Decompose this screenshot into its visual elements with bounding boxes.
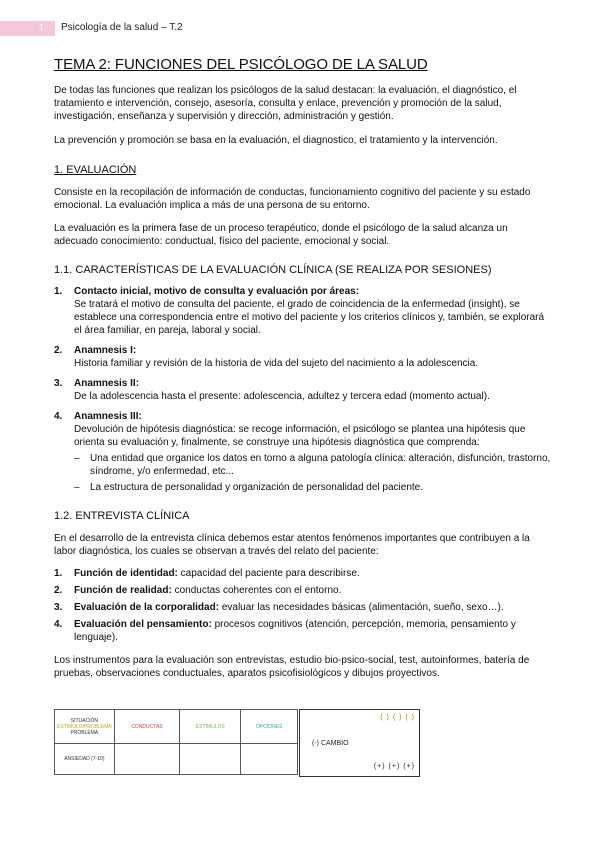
evaluation-table bbox=[54, 709, 298, 775]
dash-item: – Una entidad que organice los datos en torno a alguna patología clínica: alteración, disfunción, trastorno, síndrome, y/o enfermedad, etc... bbox=[74, 453, 551, 477]
list-item: 1. Contacto inicial, motivo de consulta y evaluación por áreas: Se tratará el motivo de consulta del paciente, el grado de coincidencia de la enfermedad (insight), se establece una correspondencia entre el motivo del paciente y los criterios clínicos y, también, se explorará el área familiar, en pareja, laboral y social. bbox=[54, 286, 545, 336]
list-item: 2. Función de realidad: conductas coherentes con el entorno. bbox=[54, 585, 342, 596]
table-header-conductas: CONDUCTAS bbox=[114, 710, 179, 744]
dash-item: – La estructura de personalidad y organización de personalidad del paciente. bbox=[74, 482, 424, 493]
intro-paragraph-2: La prevención y promoción se basa en la evaluación, el diagnostico, el tratamiento y la intervención. bbox=[54, 135, 498, 146]
list-item: 4. Evaluación del pensamiento: procesos cognitivos (atención, percepción, memoria, pensamiento y lenguaje). bbox=[54, 619, 516, 643]
section-1-2-paragraph-1: En el desarrollo de la entrevista clínica debemos estar atentos fenómenos importantes que contribuyen a la labor diagnóstica, los cuales se observan a través del relato del paciente: bbox=[54, 533, 530, 557]
section-1-heading: 1. EVALUACIÓN bbox=[54, 164, 137, 176]
table-header-opciones: OPCIONES bbox=[241, 710, 298, 744]
intro-paragraph-1: De todas las funciones que realizan los psicólogos de la salud destacan: la evaluación, el diagnóstico, el tratamiento e intervención, consejo, asesoría, consulta y enlace, prevención y promoción de la salud, investigación, enseñanza y supervisión y dirección, administración y gestión. bbox=[54, 85, 517, 122]
list-item: 2. Anamnesis I: Historia familiar y revisión de la historia de vida del sujeto del nacimiento a la adolescencia. bbox=[54, 345, 479, 369]
table-header-estimulos: ESTÍMULOS bbox=[180, 710, 241, 744]
section-1-paragraph-2: La evaluación es la primera fase de un proceso terapéutico, donde el psicólogo de la salud alcanza un adecuado conocimiento: conductual, físico del paciente, emocional y social. bbox=[54, 223, 508, 247]
top-marks: ( ) ( ) ( ) bbox=[380, 714, 415, 721]
list-item: 1. Función de identidad: capacidad del paciente para describirse. bbox=[54, 568, 360, 579]
header-band bbox=[0, 21, 55, 36]
section-1-2-paragraph-2: Los instrumentos para la evaluación son entrevistas, estudio bio-psico-social, test, autoinformes, batería de pruebas, observaciones conductuales, aparatos psicofisiológicos y dibujos proyectivos. bbox=[54, 655, 530, 679]
table-corner-cell: SITUACIÓN ESTIMULO/PROBLEMA PROBLEMA bbox=[55, 710, 115, 744]
page-header bbox=[0, 21, 599, 36]
list-item: 3. Anamnesis II: De la adolescencia hasta el presente: adolescencia, adultez y tercera edad (momento actual). bbox=[54, 378, 490, 402]
change-box bbox=[299, 709, 420, 777]
table-row-label: ANSIEDAD (7-10) bbox=[55, 744, 115, 775]
section-1-1-heading: 1.1. CARACTERÍSTICAS DE LA EVALUACIÓN CLÍNICA (SE REALIZA POR SESIONES) bbox=[54, 264, 492, 276]
table-cell bbox=[180, 744, 241, 775]
bottom-marks: (+) (+) (+) bbox=[373, 763, 415, 770]
list-item: 3. Evaluación de la corporalidad: evaluar las necesidades básicas (alimentación, sueño, sexo…). bbox=[54, 602, 504, 613]
page-number: 1 bbox=[39, 23, 44, 32]
table-cell bbox=[114, 744, 179, 775]
header-title: Psicología de la salud – T.2 bbox=[61, 22, 183, 33]
document-body bbox=[54, 56, 554, 680]
list-item: 4. Anamnesis III: Devolución de hipótesis diagnóstica: se recoge información, el psicólogo se plantea una hipótesis que orienta su evaluación y, finalmente, se construye una hipótesis diagnóstica que comprenda: bbox=[54, 411, 526, 448]
evaluation-steps-list bbox=[54, 285, 554, 449]
document-title: TEMA 2: FUNCIONES DEL PSICÓLOGO DE LA SALUD bbox=[54, 56, 428, 73]
table-cell bbox=[241, 744, 298, 775]
section-1-2-heading: 1.2. ENTREVISTA CLÍNICA bbox=[54, 510, 190, 522]
interview-functions-list bbox=[54, 567, 554, 644]
change-label: (-) CAMBIO bbox=[312, 740, 349, 747]
section-1-paragraph-1: Consiste en la recopilación de información de conductas, funcionamiento cognitivo del paciente y su estado emocional. La evaluación implica a más de una persona de su entorno. bbox=[54, 187, 531, 211]
